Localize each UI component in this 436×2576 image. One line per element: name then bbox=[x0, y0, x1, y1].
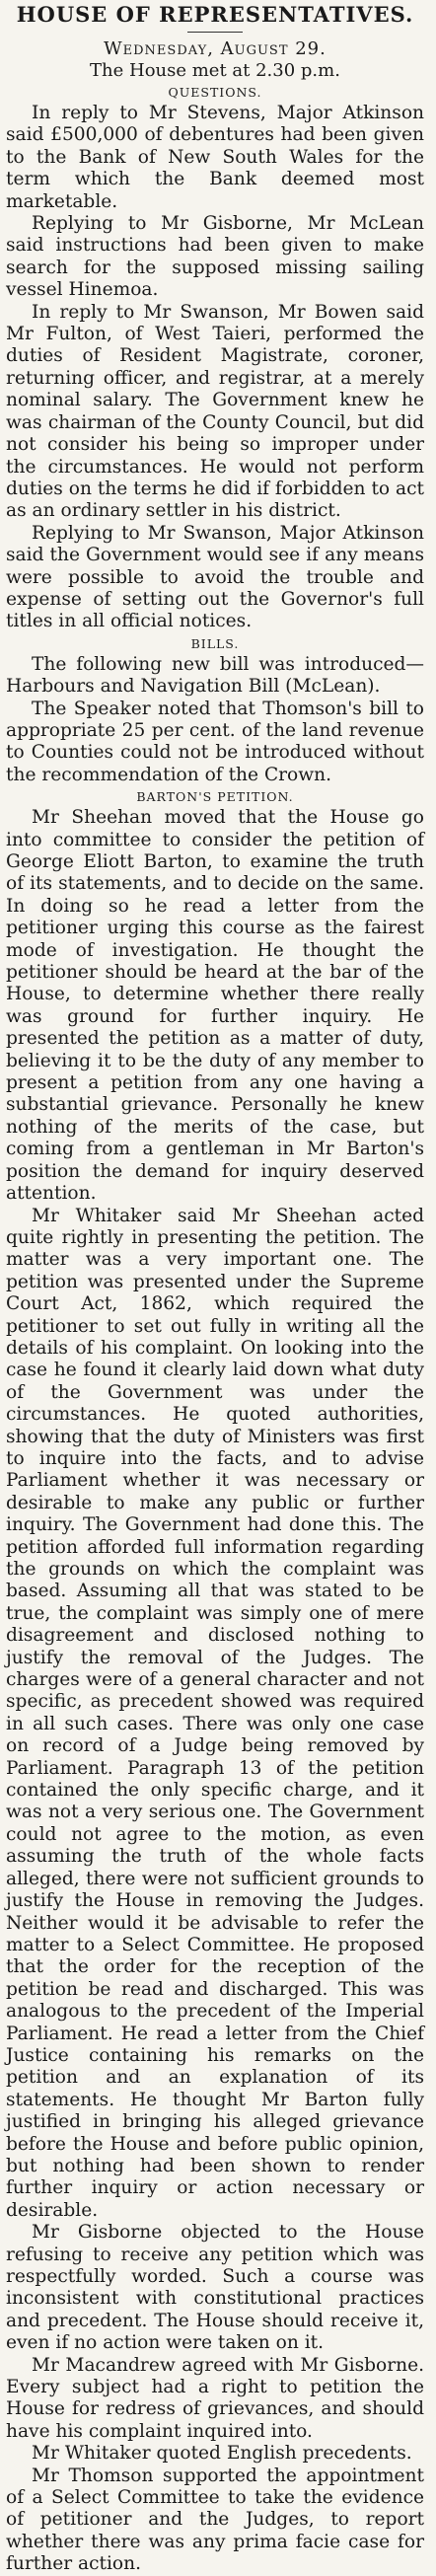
paragraph-thomson: Mr Thomson supported the appointment of a Select Committee to take the evidence of petitioner and the Judges, to report whether there was any prima facie case for further action. bbox=[6, 2465, 424, 2575]
paragraph-swanson-atkinson-reply: Replying to Mr Swanson, Major Atkinson said the Government would see if any means were possible to avoid the trouble and expense of setting out the Governor's full titles in all official notices. bbox=[6, 522, 424, 632]
paragraph-new-bill: The following new bill was introduced—Harbours and Navigation Bill (McLean). bbox=[6, 653, 424, 698]
paragraph-speaker-note: The Speaker noted that Thomson's bill to appropriate 25 per cent. of the land revenue to Counties could not be introduced without the recommendation of the Crown. bbox=[6, 698, 424, 785]
section-heading-bills: BILLS. bbox=[190, 635, 240, 651]
paragraph-stevens-reply: In reply to Mr Stevens, Major Atkinson said £500,000 of debentures had been given to the Bank of New South Wales for the term which the Bank deemed most marketable. bbox=[6, 103, 424, 212]
paragraph-gisborne-objection: Mr Gisborne objected to the House refusing to receive any petition which was respectfully worded. Such a course was inconsistent with constitutional practices and precedent. The House should receive it, even if no action were taken on it. bbox=[6, 2222, 424, 2354]
paragraph-gisborne-reply: Replying to Mr Gisborne, Mr McLean said instructions had been given to make search for the supposed missing sailing vessel Hinemoa. bbox=[6, 213, 424, 301]
dateline bbox=[6, 38, 424, 60]
title-rule bbox=[187, 32, 243, 33]
paragraph-swanson-bowen-reply: In reply to Mr Swanson, Mr Bowen said Mr Fulton, of West Taieri, performed the duties of Resident Magistrate, coroner, returning officer, and registrar, at a merely nominal salary. The Government knew he was chairman of the County Council, but did not consider his being so improper under the circumstances. He would not perform duties on the terms he did if forbidden to act as an ordinary settler in his district. bbox=[6, 301, 424, 522]
paragraph-whitaker-reply: Mr Whitaker said Mr Sheehan acted quite rightly in presenting the petition. The matter was a very important one. The petition was presented under the Supreme Court Act, 1862, which required the petitioner to set out fully in writing all the details of his complaint. On looking into the case he found it clearly laid down what duty of the Government was under the circumstances. He quoted authorities, showing that the duty of Ministers was first to inquire into the facts, and to advise Parliament whether it was necessary or desirable to make any public or further inquiry. The Government had done this. The petition afforded full information regarding the grounds on which the complaint was based. Assuming all that was stated to be true, the complaint was simply one of mere disagreement and disclosed nothing to justify the removal of the Judges. The charges were of a general character and not specific, as precedent showed was required in all such cases. There was only one case on record of a Judge being removed by Parliament. Paragraph 13 of the petition contained the only specific charge, and it was not a very serious one. The Government could not agree to the motion, as even assuming the truth of the whole facts alleged, there were not sufficient grounds to justify the House in removing the Judges. Neither would it be advisable to refer the matter to a Select Committee. He proposed that the order for the reception of the petition be read and discharged. This was analogous to the precedent of the Imperial Parliament. He read a letter from the Chief Justice containing his remarks on the petition and an explanation of its statements. He thought Mr Barton fully justified in bringing his alleged grievance before the House and before public opinion, but nothing had been shown to render further inquiry or action necessary or desirable. bbox=[6, 1205, 424, 2221]
paragraph-whitaker-precedents: Mr Whitaker quoted English precedents. bbox=[32, 2443, 412, 2465]
dateline-text: Wednesday, August 29. bbox=[104, 38, 327, 59]
page-title: HOUSE OF REPRESENTATIVES. bbox=[16, 2, 414, 27]
paragraph-macandrew: Mr Macandrew agreed with Mr Gisborne. Every subject had a right to petition the House for redress of grievances, and should have his complaint inquired into. bbox=[6, 2354, 424, 2442]
opening-line: The House met at 2.30 p.m. bbox=[90, 60, 340, 81]
section-heading-questions: QUESTIONS. bbox=[168, 85, 262, 100]
section-heading-barton-petition: BARTON'S PETITION. bbox=[136, 789, 294, 805]
paragraph-sheehan-motion: Mr Sheehan moved that the House go into committee to consider the petition of George Eliott Barton, to examine the truth of its statements, and to decide on the same. In doing so he read a letter from the petitioner urging this course as the fairest mode of investigation. He thought the petitioner should be heard at the bar of the House, to determine whether there really was ground for further inquiry. He presented the petition as a matter of duty, believing it to be the duty of any member to present a petition from any one having a substantial grievance. Personally he knew nothing of the merits of the case, but coming from a gentleman in Mr Barton's position the demand for inquiry deserved attention. bbox=[6, 807, 424, 1205]
